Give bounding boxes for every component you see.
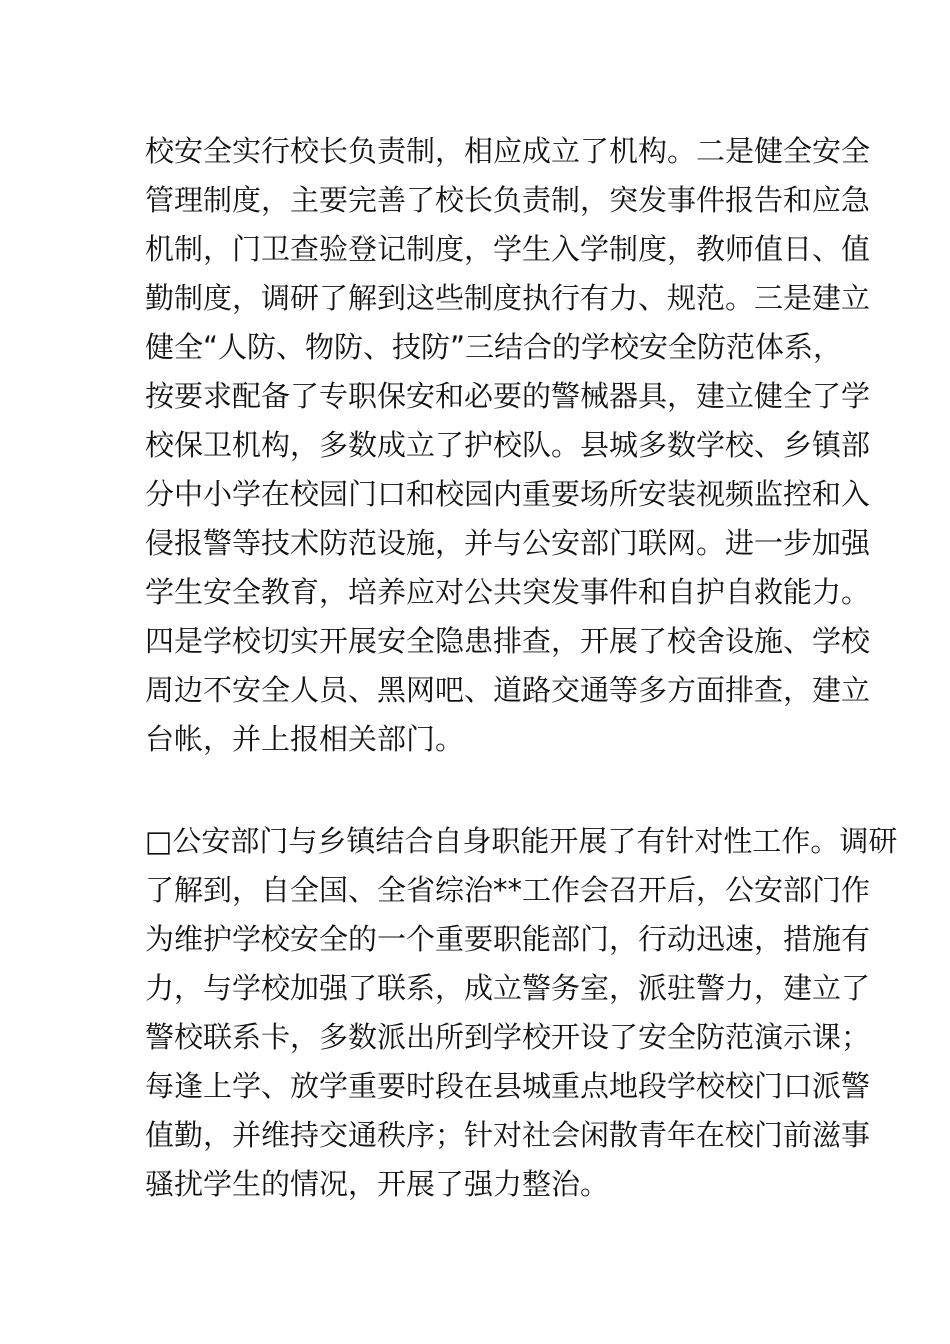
- body-text-line: 勤制度，调研了解到这些制度执行有力、规范。三是建立: [145, 281, 871, 315]
- body-text-line: 健全“人防、物防、技防”三结合的学校安全防范体系，: [145, 330, 843, 364]
- body-text-line: 警校联系卡，多数派出所到学校开设了安全防范演示课；: [145, 1020, 871, 1054]
- body-text-line: 校保卫机构，多数成立了护校队。县城多数学校、乡镇部: [145, 428, 871, 462]
- body-text-line: 每逢上学、放学重要时段在县城重点地段学校校门口派警: [145, 1069, 871, 1103]
- body-text-line: 骚扰学生的情况，开展了强力整治。: [145, 1167, 610, 1201]
- body-text-line: 机制，门卫查验登记制度，学生入学制度，教师值日、值: [145, 232, 871, 266]
- body-text-line: 力，与学校加强了联系，成立警务室，派驻警力，建立了: [145, 971, 871, 1005]
- body-text-line: 台帐，并上报相关部门。: [145, 722, 465, 756]
- body-text-line: 为维护学校安全的一个重要职能部门，行动迅速，措施有: [145, 922, 871, 956]
- body-text-line: 按要求配备了专职保安和必要的警械器具，建立健全了学: [145, 379, 871, 413]
- body-text-line: 值勤，并维持交通秩序；针对社会闲散青年在校门前滋事: [145, 1118, 871, 1152]
- body-text-line: 侵报警等技术防范设施，并与公安部门联网。进一步加强: [145, 526, 871, 560]
- body-text-line: 分中小学在校园门口和校园内重要场所安装视频监控和入: [145, 477, 871, 511]
- body-text-line: 了解到，自全国、全省综治**工作会召开后，公安部门作: [145, 873, 871, 907]
- body-text-line: 学生安全教育，培养应对公共突发事件和自护自救能力。: [145, 575, 871, 609]
- body-text-line: 管理制度，主要完善了校长负责制，突发事件报告和应急: [145, 183, 871, 217]
- body-text-line: 周边不安全人员、黑网吧、道路交通等多方面排查，建立: [145, 673, 871, 707]
- body-text-line: □公安部门与乡镇结合自身职能开展了有针对性工作。调研: [145, 824, 898, 858]
- body-text-line: 四是学校切实开展安全隐患排查，开展了校舍设施、学校: [145, 624, 871, 658]
- body-text-line: 校安全实行校长负责制，相应成立了机构。二是健全安全: [145, 134, 871, 168]
